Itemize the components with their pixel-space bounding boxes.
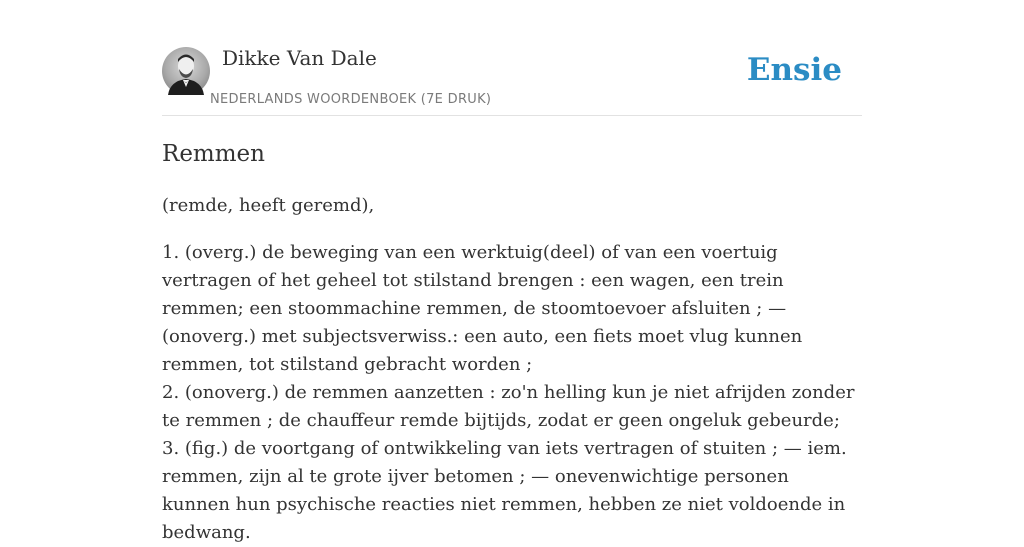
definition-1: 1. (overg.) de beweging van een werktuig(deel) of van een voertuig vertragen of het geheel tot stilstand brengen : een wagen, een trein remmen; een stoommachine remmen, de stoomtoevoer afsluiten ; — (onoverg.) met subjectsverwiss.: een auto, een fiets moet vlug kunnen remmen, tot stilstand gebracht worden ; <box>162 242 803 375</box>
definitions <box>162 239 862 547</box>
definition-2: 2. (onoverg.) de remmen aanzetten : zo'n helling kun je niet afrijden zonder te remmen ; de chauffeur remde bijtijds, zodat er geen ongeluk gebeurde; <box>162 382 855 431</box>
header <box>162 0 862 116</box>
content-container <box>162 0 862 543</box>
brand-logo[interactable]: Ensie <box>746 52 842 88</box>
entry-title: Remmen <box>162 141 265 167</box>
source-name[interactable]: NEDERLANDS WOORDENBOEK (7E DRUK) <box>210 92 492 107</box>
author-name[interactable]: Dikke Van Dale <box>222 46 377 70</box>
author-avatar[interactable] <box>162 47 210 95</box>
definition-3: 3. (fig.) de voortgang of ontwikkeling van iets vertragen of stuiten ; — iem. remmen, zijn al te grote ijver betomen ; — onevenwichtige personen kunnen hun psychische reacties niet remmen, hebben ze niet voldoende in bedwang. <box>162 438 847 543</box>
portrait-icon <box>162 47 210 95</box>
entry-grammar: (remde, heeft geremd), <box>162 195 375 216</box>
